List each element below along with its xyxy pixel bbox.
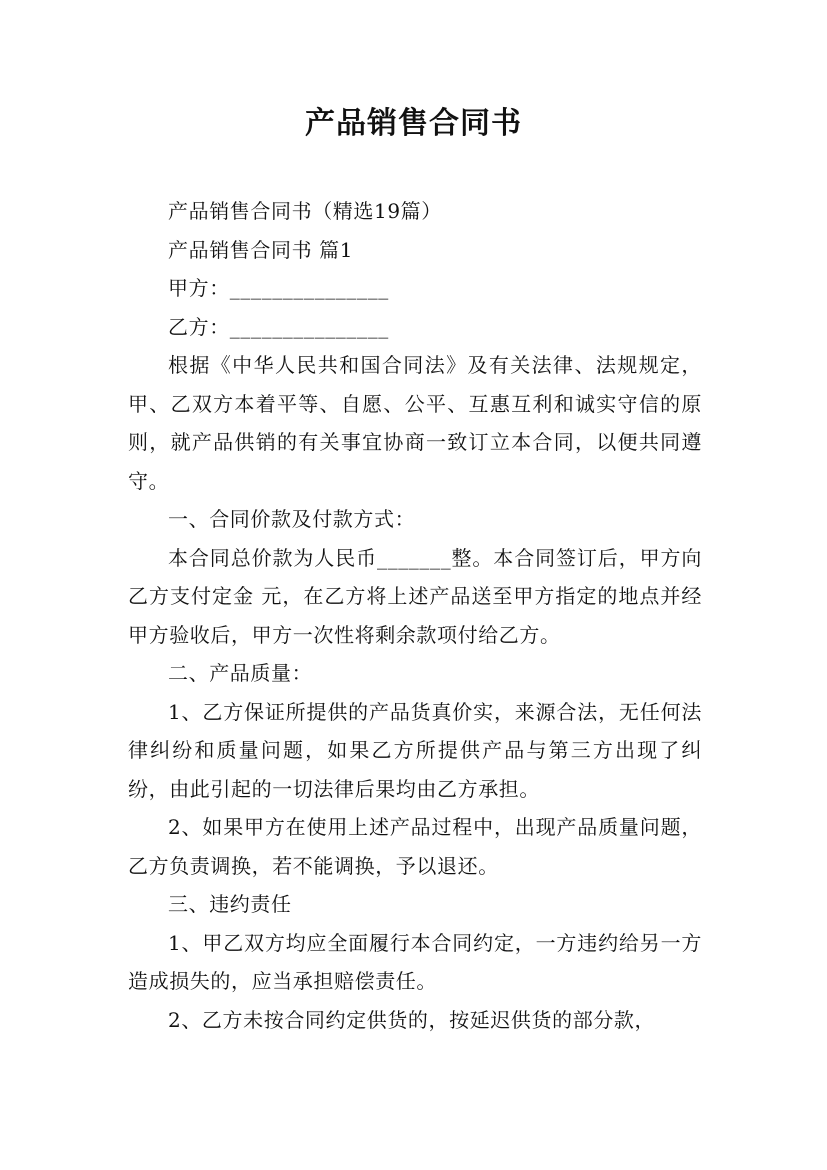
paragraph-party-a: 甲方：_______________ bbox=[168, 276, 389, 300]
paragraph-clause-2-heading: 二、产品质量： bbox=[168, 661, 313, 685]
paragraph-party-b: 乙方：_______________ bbox=[168, 314, 389, 339]
document-body bbox=[128, 192, 702, 1039]
document-title: 产品销售合同书 bbox=[305, 106, 522, 141]
paragraph-clause-1-text: 本合同总价款为人民币_______整。本合同签订后，甲方向乙方支付定金 元，在乙方将上述产品送至甲方指定的地点并经甲方验收后，甲方一次性将剩余款项付给乙方。 bbox=[128, 545, 702, 647]
paragraph-subtitle: 产品销售合同书（精选19篇） bbox=[168, 199, 442, 223]
paragraph-clause-3-item-2: 2、乙方未按合同约定供货的，按延迟供货的部分款， bbox=[168, 1007, 656, 1032]
paragraph-clause-2-item-2: 2、如果甲方在使用上述产品过程中，出现产品质量问题，乙方负责调换，若不能调换，予以退还。 bbox=[128, 815, 702, 878]
paragraph-section-heading: 产品销售合同书 篇1 bbox=[168, 237, 354, 262]
paragraph-clause-3-item-1: 1、甲乙双方均应全面履行本合同约定，一方违约给另一方造成损失的，应当承担赔偿责任。 bbox=[128, 930, 702, 993]
paragraph-clause-3-heading: 三、违约责任 bbox=[168, 892, 292, 916]
paragraph-preamble: 根据《中华人民共和国合同法》及有关法律、法规规定，甲、乙双方本着平等、自愿、公平、互惠互利和诚实守信的原则，就产品供销的有关事宜协商一致订立本合同，以便共同遵守。 bbox=[128, 353, 702, 493]
paragraph-clause-1-heading: 一、合同价款及付款方式： bbox=[168, 507, 416, 531]
paragraph-clause-2-item-1: 1、乙方保证所提供的产品货真价实，来源合法，无任何法律纠纷和质量问题，如果乙方所提供产品与第三方出现了纠纷，由此引起的一切法律后果均由乙方承担。 bbox=[128, 699, 702, 801]
